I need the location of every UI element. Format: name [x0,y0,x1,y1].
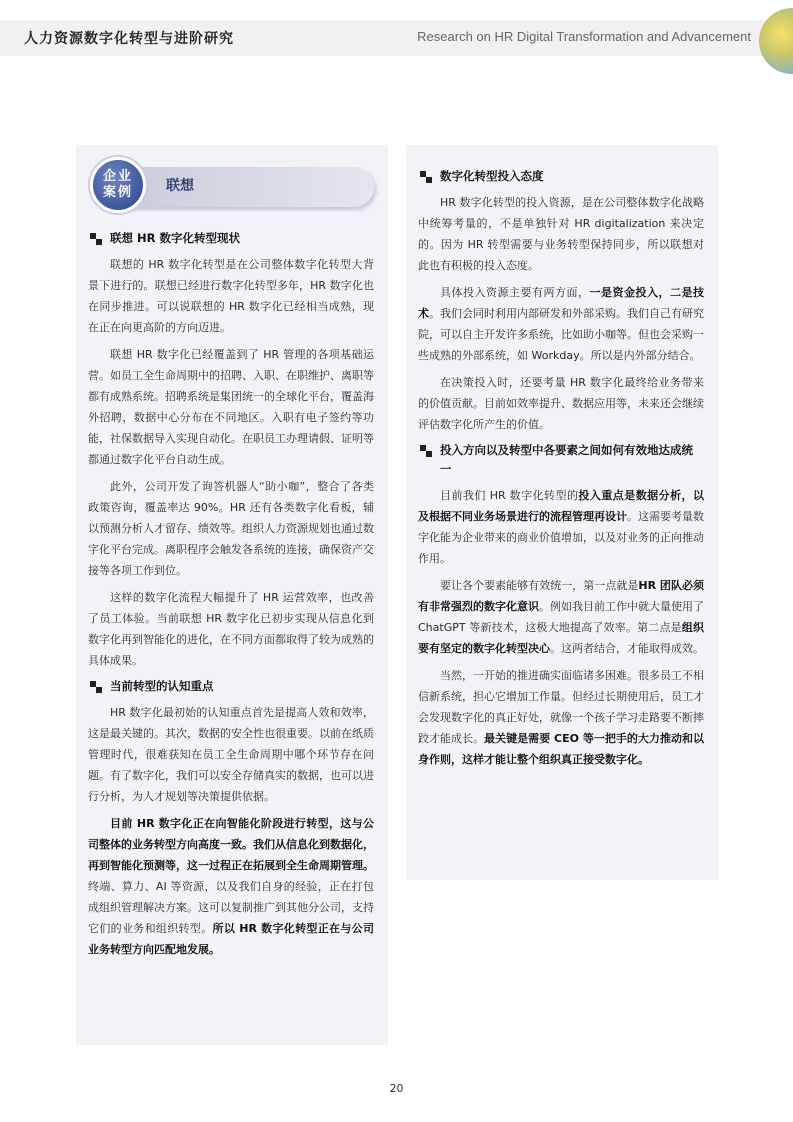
text: 。这需要考量数字化能为企业带来的商业价值增加，以及对业务的正向推动作用。 [418,510,704,565]
text: 。例如我目前工作中就大量使用了 ChatGPT 等新技术，这极大地提高了效率。第二点是 [418,600,704,634]
paragraph: 在决策投入时，还要考量 HR 数字化最终给业务带来的价值贡献。目前如效率提升、数据应用等，未来还会继续评估数字化所产生的价值。 [418,376,704,431]
text: 。我们会同时利用内部研发和外部采购。我们自己有研究院，可以自主开发许多系统，比如助小咖等。但也会采购一些成熟的外部系统，如 Workday。所以是内外部分结合。 [418,307,704,362]
section-title: 联想 HR 数字化转型现状 [110,231,240,245]
section-bullet-icon [90,681,102,693]
section-heading [418,167,704,186]
section-bullet-icon [420,445,432,457]
text: 终端、算力、AI 等资源，以及我们自身的经验，正在打包成组织管理解决方案。这可以复制推广到其他分公司，支持它们的业务和组织转型。 [88,880,374,935]
paragraph [418,665,704,770]
header-title-en: Research on HR Digital Transformation and Advancement [417,29,751,44]
section-title: 当前转型的认知重点 [110,679,214,693]
text: 目前我们 HR 数字化转型的 [440,489,579,502]
text: 当然，一开始的推进确实面临诸多困难。很多员工不相信新系统，担心它增加工作量。但经过长期使用后，员工才会发现数字化的真正好处，就像一个孩子学习走路要不断摔跤才能成长。 [418,669,704,745]
paragraph [418,485,704,569]
corner-decoration-icon [759,8,793,74]
bold-text: 最关键是需要 CEO 等一把手的大力推动和以身作则，这样才能让整个组织真正接受数字化。 [418,732,704,766]
bold-text: 组织要有坚定的数字化转型决心 [418,621,705,655]
text: 要让各个要素能够有效统一，第一点就是 [440,579,639,592]
page-header [0,20,793,56]
section-heading [88,677,374,696]
right-column [406,145,718,880]
paragraph: 此外，公司开发了询答机器人“助小咖”，整合了各类政策咨询，覆盖率达 90%。HR 还有各类数字化看板，辅以预测分析人才留存、绩效等。组织人力资源规划也通过数字化平台完成。离职程序会触发各系统的连接，确保资产交接等各项工作到位。 [88,480,374,577]
text: 具体投入资源主要有两方面， [440,286,590,299]
paragraph: 联想 HR 数字化已经覆盖到了 HR 管理的各项基础运营。如员工全生命周期中的招聘、入职、在职维护、离职等都有成熟系统。招聘系统是集团统一的全球化平台，覆盖海外招聘，数据中心分布在不同地区。入职有电子签约等功能，社保数据导入实现自动化。在职员工办理请假、证明等都通过数字化平台自动生成。 [88,348,374,466]
header-title-cn: 人力资源数字化转型与进阶研究 [24,31,234,47]
section-heading [418,441,704,479]
case-badge-icon [90,157,146,213]
section-bullet-icon [90,233,102,245]
bold-text: 目前 HR 数字化正在向智能化阶段进行转型，这与公司整体的业务转型方向高度一致。我们从信息化到数据化，再到智能化预测等，这一过程正在拓展到全生命周期管理。 [88,817,374,872]
section-bullet-icon [420,171,432,183]
case-badge-line2: 案例 [102,185,133,200]
paragraph [418,575,704,659]
text: 。这两者结合，才能取得成效。 [550,642,704,655]
paragraph: HR 数字化最初始的认知重点首先是提高人效和效率，这是最关键的。其次，数据的安全性也很重要。以前在纸质管理时代，很难获知在员工全生命周期中哪个环节存在问题。有了数字化，我们可以安全存储真实的数据，也可以进行分析，为人才规划等决策提供依据。 [88,706,374,803]
section-title: 投入方向以及转型中各要素之间如何有效地达成统一 [440,443,693,476]
bold-text: 所以 HR 数字化转型正在与公司业务转型方向匹配地发展。 [88,922,374,956]
paragraph: 这样的数字化流程大幅提升了 HR 运营效率，也改善了员工体验。当前联想 HR 数字化已初步实现从信息化到数字化再到智能化的进化，在不同方面都取得了较为成熟的具体成果。 [88,591,374,667]
page-number: 20 [389,1082,404,1095]
bold-text: 投入重点是数据分析，以及根据不同业务场景进行的流程管理再设计 [418,489,704,523]
case-badge-line1: 企业 [102,169,133,184]
paragraph: 联想的 HR 数字化转型是在公司整体数字化转型大背景下进行的。联想已经进行数字化转型多年，HR 数字化也在同步推进。可以说联想的 HR 数字化已经相当成熟，现在正在向更高阶的方向迈进。 [88,258,374,334]
case-banner [82,153,374,217]
paragraph [88,813,374,960]
case-company: 联想 [166,178,194,194]
left-column [76,145,388,1045]
paragraph: HR 数字化转型的投入资源，是在公司整体数字化战略中统筹考量的，不是单独针对 HR digitalization 来决定的。因为 HR 转型需要与业务转型保持同步，所以联想对此也有积极的投入态度。 [418,196,704,272]
section-heading [88,229,374,248]
bold-text: HR 团队必须有非常强烈的数字化意识 [418,579,705,613]
section-title: 数字化转型投入态度 [440,169,544,183]
bold-text: 一是资金投入，二是技术 [418,286,704,320]
paragraph [418,282,704,366]
